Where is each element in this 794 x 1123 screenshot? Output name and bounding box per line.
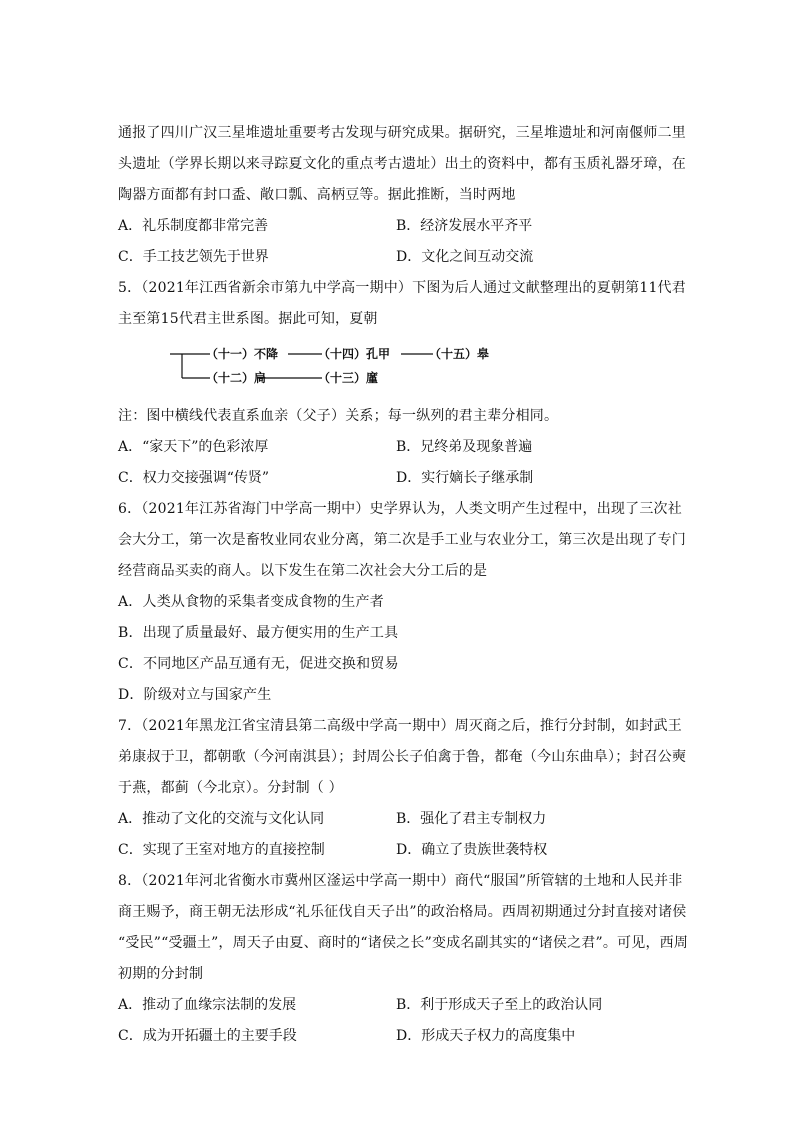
question-6-option-a[interactable]: A．人类从食物的采集者变成食物的生产者	[118, 594, 384, 610]
question-4-option-b[interactable]: B．经济发展水平齐平	[396, 218, 533, 234]
question-7-option-c[interactable]: C．实现了王室对地方的直接控制	[118, 842, 325, 858]
question-8-option-b[interactable]: B．利于形成天子至上的政治认同	[396, 997, 603, 1013]
question-5-options-row	[118, 432, 678, 463]
question-5-option-d[interactable]: D．实行嫡长子继承制	[396, 470, 534, 486]
question-4-option-c[interactable]: C．手工技艺领先于世界	[118, 249, 269, 265]
question-6-option-d[interactable]: D．阶级对立与国家产生	[118, 687, 272, 703]
question-8-stem-line: 商王赐予，商王朝无法形成“礼乐征伐自天子出”的政治格局。西周初期通过分封直接对诸侯	[118, 904, 687, 920]
question-5-stem-line: 5．（2021年江西省新余市第九中学高一期中）下图为后人通过文献整理出的夏朝第11代君	[118, 280, 686, 296]
lineage-node-12: （十二）扃	[206, 371, 267, 385]
question-8-stem-line: 8．（2021年河北省衡水市冀州区滏运中学高一期中）商代“服国”所管辖的土地和人民并非	[118, 873, 683, 889]
lineage-node-14: （十四）孔甲	[318, 347, 391, 361]
question-5	[118, 273, 686, 494]
lineage-node-11: （十一）不降	[206, 347, 279, 361]
question-8-option-a[interactable]: A．推动了血缘宗法制的发展	[118, 997, 297, 1013]
question-8-options-row	[118, 1021, 678, 1052]
question-7-stem-line: 于燕，都蓟（今北京）。分封制（ ）	[118, 780, 343, 796]
question-7-options-row	[118, 835, 678, 866]
question-4-options-row	[118, 211, 678, 242]
question-7-option-d[interactable]: D．确立了贵族世袭特权	[396, 842, 548, 858]
question-8-options-row	[118, 990, 678, 1021]
question-4	[118, 118, 686, 273]
question-5-options-row	[118, 463, 678, 494]
question-8-option-c[interactable]: C．成为开拓疆土的主要手段	[118, 1028, 297, 1044]
question-8	[118, 866, 689, 1052]
lineage-diagram-lines	[118, 337, 678, 397]
question-5-stem-line: 主至第15代君主世系图。据此可知，夏朝	[118, 311, 378, 327]
question-7-stem-line: 弟康叔于卫，都朝歌（今河南淇县）；封周公长子伯禽于鲁，都奄（今山东曲阜）；封召公奭	[118, 749, 687, 765]
question-5-note: 注：图中横线代表直系血亲（父子）关系；每一纵列的君主辈分相同。	[118, 408, 559, 424]
question-5-option-a[interactable]: A．“家天下”的色彩浓厚	[118, 439, 269, 455]
question-6-option-c[interactable]: C．不同地区产品互通有无，促进交换和贸易	[118, 656, 399, 672]
question-5-option-b[interactable]: B．兄终弟及现象普遍	[396, 439, 533, 455]
question-4-stem-line: 陶器方面都有封口盉、敞口瓢、高柄豆等。据此推断，当时两地	[118, 187, 516, 203]
question-7-option-a[interactable]: A．推动了文化的交流与文化认同	[118, 811, 325, 827]
question-7-options-row	[118, 804, 678, 835]
question-6-stem-line: 经营商品买卖的商人。以下发生在第二次社会大分工后的是	[118, 563, 488, 579]
exam-page	[118, 118, 689, 1052]
question-6-stem-line: 会大分工，第一次是畜牧业同农业分离，第二次是手工业与农业分工，第三次是出现了专门	[118, 532, 686, 548]
question-7	[118, 711, 687, 866]
question-4-option-a[interactable]: A．礼乐制度都非常完善	[118, 218, 269, 234]
question-8-stem-line: 初期的分封制	[118, 966, 204, 982]
question-6	[118, 494, 686, 711]
question-4-stem-line: 头遗址（学界长期以来寻踪夏文化的重点考古遗址）出土的资料中，都有玉质礼器牙璋，在	[118, 156, 686, 172]
question-8-option-d[interactable]: D．形成天子权力的高度集中	[396, 1028, 576, 1044]
lineage-node-13: （十三）廑	[318, 371, 379, 385]
question-4-options-row	[118, 242, 678, 273]
question-6-stem-line: 6．（2021年江苏省海门中学高一期中）史学界认为，人类文明产生过程中，出现了三次社	[118, 501, 682, 517]
question-8-stem-line: “受民”“受疆土”，周天子由夏、商时的“诸侯之长”变成名副其实的“诸侯之君”。可见，西周	[118, 935, 689, 951]
question-7-option-b[interactable]: B．强化了君主专制权力	[396, 811, 547, 827]
question-4-stem-line: 通报了四川广汉三星堆遗址重要考古发现与研究成果。据研究，三星堆遗址和河南偃师二里	[118, 125, 686, 141]
lineage-diagram	[118, 337, 678, 397]
question-4-option-d[interactable]: D．文化之间互动交流	[396, 249, 534, 265]
question-5-option-c[interactable]: C．权力交接强调“传贤”	[118, 470, 270, 486]
question-7-stem-line: 7．（2021年黑龙江省宝清县第二高级中学高一期中）周灭商之后，推行分封制，如封武王	[118, 718, 682, 734]
question-6-option-b[interactable]: B．出现了质量最好、最方便实用的生产工具	[118, 625, 399, 641]
lineage-node-15: （十五）皋	[429, 347, 490, 361]
